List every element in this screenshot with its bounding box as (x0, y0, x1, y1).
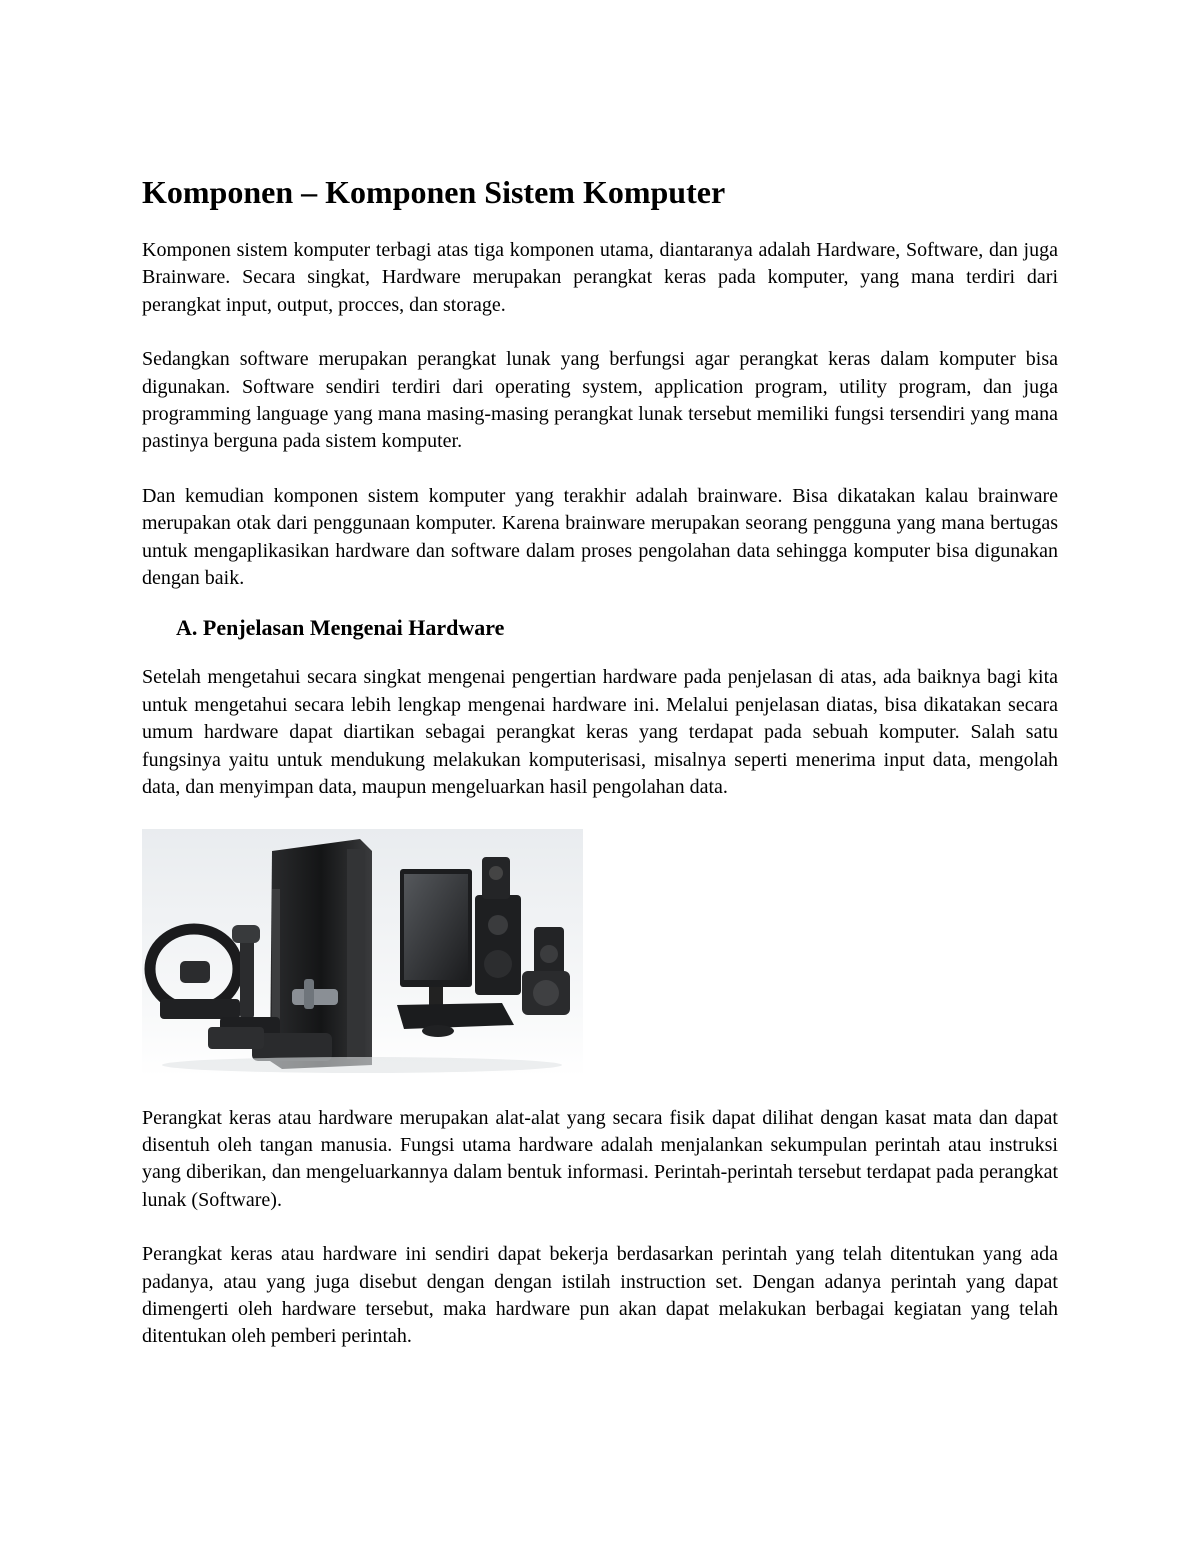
document-title: Komponen – Komponen Sistem Komputer (142, 174, 726, 210)
computer-hardware-icon (142, 829, 583, 1077)
paragraph-software: Sedangkan software merupakan perangkat lunak yang berfungsi agar perangkat keras dalam komputer bisa digunakan. Software sendiri terdiri dari operating system, application program, utility program, dan juga programming language yang mana masing-masing perangkat lunak tersebut memiliki fungsi tersendiri yang mana pastinya berguna pada sistem komputer. (142, 348, 1058, 453)
paragraph-hardware-definition: Perangkat keras atau hardware merupakan alat-alat yang secara fisik dapat dilihat dengan kasat mata dan dapat disentuh oleh tangan manusia. Fungsi utama hardware adalah menjalankan sekumpulan perintah atau instruksi yang diberikan, dan mengeluarkannya dalam bentuk informasi. Perintah-perintah tersebut terdapat pada perangkat lunak (Software). (142, 1106, 1058, 1211)
paragraph-hardware-software-brainware: Komponen sistem komputer terbagi atas tiga komponen utama, diantaranya adalah Hardware, Software, dan juga Brainware. Secara singkat, Hardware merupakan perangkat keras pada komputer, yang mana terdiri dari perangkat input, output, procces, dan storage. (142, 239, 1058, 316)
paragraph-hardware-explanation: Setelah mengetahui secara singkat mengenai pengertian hardware pada penjelasan di atas, ada baiknya bagi kita untuk mengetahui secara lebih lengkap mengenai hardware ini. Melalui penjelasan diatas, bisa dikatakan secara umum hardware dapat diartikan sebagai perangkat keras yang terdapat pada sebuah komputer. Salah satu fungsinya yaitu untuk mendukung melakukan komputerisasi, misalnya seperti menerima input data, mengolah data, dan menyimpan data, maupun mengeluarkan hasil pengolahan data. (142, 666, 1058, 799)
computer-hardware-image (142, 829, 583, 1077)
document-page (142, 170, 1058, 1378)
section-heading-hardware: A. Penjelasan Mengenai Hardware (176, 615, 505, 641)
paragraph-instruction-set: Perangkat keras atau hardware ini sendiri dapat bekerja berdasarkan perintah yang telah ditentukan yang ada padanya, atau yang juga disebut dengan dengan istilah instruction set. Dengan adanya perintah yang dapat dimengerti oleh hardware tersebut, maka hardware pun akan dapat melakukan berbagai kegiatan yang telah ditentukan oleh pemberi perintah. (142, 1243, 1058, 1348)
paragraph-brainware: Dan kemudian komponen sistem komputer yang terakhir adalah brainware. Bisa dikatakan kalau brainware merupakan otak dari penggunaan komputer. Karena brainware merupakan seorang pengguna yang mana bertugas untuk mengaplikasikan hardware dan software dalam proses pengolahan data sehingga komputer bisa digunakan dengan baik. (142, 484, 1058, 590)
